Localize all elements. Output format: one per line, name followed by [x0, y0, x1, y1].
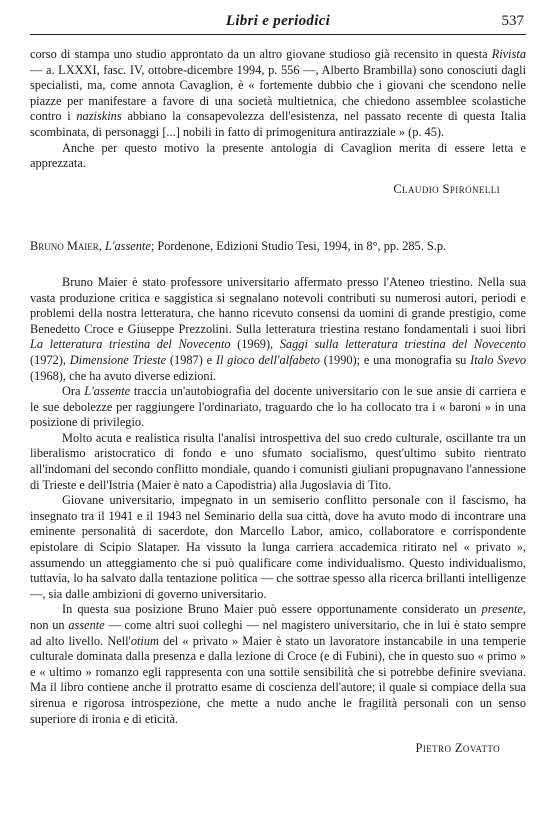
text: — come altri suoi colleghi — nel magistero universitario, che in lui è stato sempre ad alto livello. Nell': [30, 618, 526, 648]
book-author: Bruno Maier: [30, 239, 99, 254]
book-title: L'assente: [104, 239, 151, 254]
review-2-paragraph-3: Molto acuta e realistica risulta l'analisi introspettiva del suo credo culturale, oscillante tra un liberalismo aristocratico di fondo e uno sfumato socialismo, quest'ultimo subito rientrato all'indomani del secondo conflitto mondiale, quando i comunisti giuliani propugnavano l'annessione di Trieste e dell'Istria (Maier è nato a Capodistria) alla Jugoslavia di Tito.: [30, 430, 526, 492]
text: (1969),: [230, 337, 280, 352]
term-naziskins: naziskins: [76, 109, 122, 124]
page-number: 537: [501, 13, 524, 29]
text: Bruno Maier è stato professore universitario affermato presso l'Ateneo triestino. Nella sua vasta produzione critica e saggistica si segnalano notevoli contributi su numerosi autori, periodi e problemi della nostra letteratura, che hanno ricevuto consensi da uomini di grande prestigio, come Benedetto Croce e Giuseppe Prezzolini. Sulla letteratura triestina restano fondamentali i suoi libri: [30, 274, 526, 336]
text: , non un: [30, 602, 526, 632]
emphasis: assente: [68, 618, 105, 632]
work-title: Il gioco dell'alfabeto: [215, 352, 320, 367]
page: [30, 12, 526, 757]
work-title: La letteratura triestina del Novecento: [30, 337, 231, 352]
emphasis: otium: [130, 633, 159, 648]
review-2: [30, 239, 526, 756]
bibliographic-entry: Bruno Maier, L'assente; Pordenone, Edizioni Studio Tesi, 1994, in 8°, pp. 285. S.p.: [30, 239, 447, 254]
reviewer-signature-2: Pietro Zovatto: [415, 741, 500, 756]
review-1: [30, 47, 526, 197]
page-header: [30, 12, 526, 35]
reviewer-signature-1: Claudio Spironelli: [393, 181, 500, 196]
review-2-paragraph-5: [30, 602, 526, 727]
journal-title: Rivista: [491, 47, 526, 61]
review-2-paragraph-4: Giovane universitario, impegnato in un semiserio conflitto personale con il fascismo, ha insegnato tra il 1941 e il 1943 nel Seminario della sua città, dove ha avuto modo di incontrare una eminente personalità di sacerdote, don Marcello Labor, amico, collaboratore e corrispondente epistolare di Scipio Slataper. Ha vissuto la lunga carriera accademica ritirato nel « privato », assumendo un atteggiamento che si può qualificare come individualismo. Questo individualismo, tuttavia, lo ha salvato dalla tentazione politica — che sottrae spesso alla ricerca brillanti intelligenze —, sia dalle ambizioni di governo universitario.: [30, 493, 526, 601]
review-1-paragraph-2: Anche per questo motivo la presente antologia di Cavaglion merita di essere letta e apprezzata.: [30, 140, 526, 171]
text: corso di stampa uno studio approntato da un altro giovane studioso già recensito in questa: [30, 47, 492, 61]
text: (1990); e una monografia su: [319, 352, 471, 367]
review-1-paragraph-1: [30, 47, 526, 141]
running-head: Libri e periodici: [225, 13, 331, 29]
text: Ora: [62, 384, 85, 399]
emphasis: presente: [481, 602, 523, 617]
text: abbiano la consapevolezza dell'esistenza, nel passato recente di questa Italia scombinata, di personaggi [...] nobili in fatto di primogenitura antirazziale » (p. 45).: [30, 109, 526, 139]
work-title: L'assente: [84, 384, 131, 399]
work-title: Saggi sulla letteratura triestina del Novecento: [279, 337, 526, 352]
review-2-paragraph-1: [30, 275, 526, 384]
text: (1972),: [30, 352, 70, 367]
book-publication-details: ; Pordenone, Edizioni Studio Tesi, 1994, in 8°, pp. 285. S.p.: [150, 239, 447, 254]
text: del « privato » Maier è stato un lavoratore instancabile in una temperie culturale dominata dalla presenza e dalla lezione di Croce (e di Fubini), che in questo suo « primo » e « ultimo » romanzo egli rappresenta con una sottile sensibilità che si potrebbe definire sveviana. Ma il libro contiene anche il protratto esame di coscienza dell'autore; il quale si compiace della sua sirenua e rigorosa introspezione, che mette a nudo anche le fragilità personali con un senso superiore di ironia e di eticità.: [30, 633, 526, 726]
text: (1968), che ha avuto diverse edizioni.: [30, 368, 217, 383]
text: — a. LXXXI, fasc. IV, ottobre-dicembre 1994, p. 556 —, Alberto Brambilla) sono conosciuti dagli specialisti, ma, come annota Cavaglion, è « fortemente dubbio che i giovani che scendono nelle piazze per manifestare a favore di una società multietnica, che chiedono assemblee scolastiche contro i: [30, 62, 526, 124]
review-2-paragraph-2: [30, 384, 526, 431]
text: (1987) e: [166, 352, 216, 367]
text: traccia un'autobiografia del docente universitario con le sue ansie di carriera e le sue debolezze per raggiungere l'ordinariato, traguardo che lo ha collocato tra i « baroni » in una posizione di privilegio.: [30, 384, 526, 430]
text: In questa sua posizione Bruno Maier può essere opportunamente considerato un: [62, 602, 482, 617]
work-title: Dimensione Trieste: [69, 352, 167, 367]
work-title: Italo Svevo: [470, 352, 527, 367]
